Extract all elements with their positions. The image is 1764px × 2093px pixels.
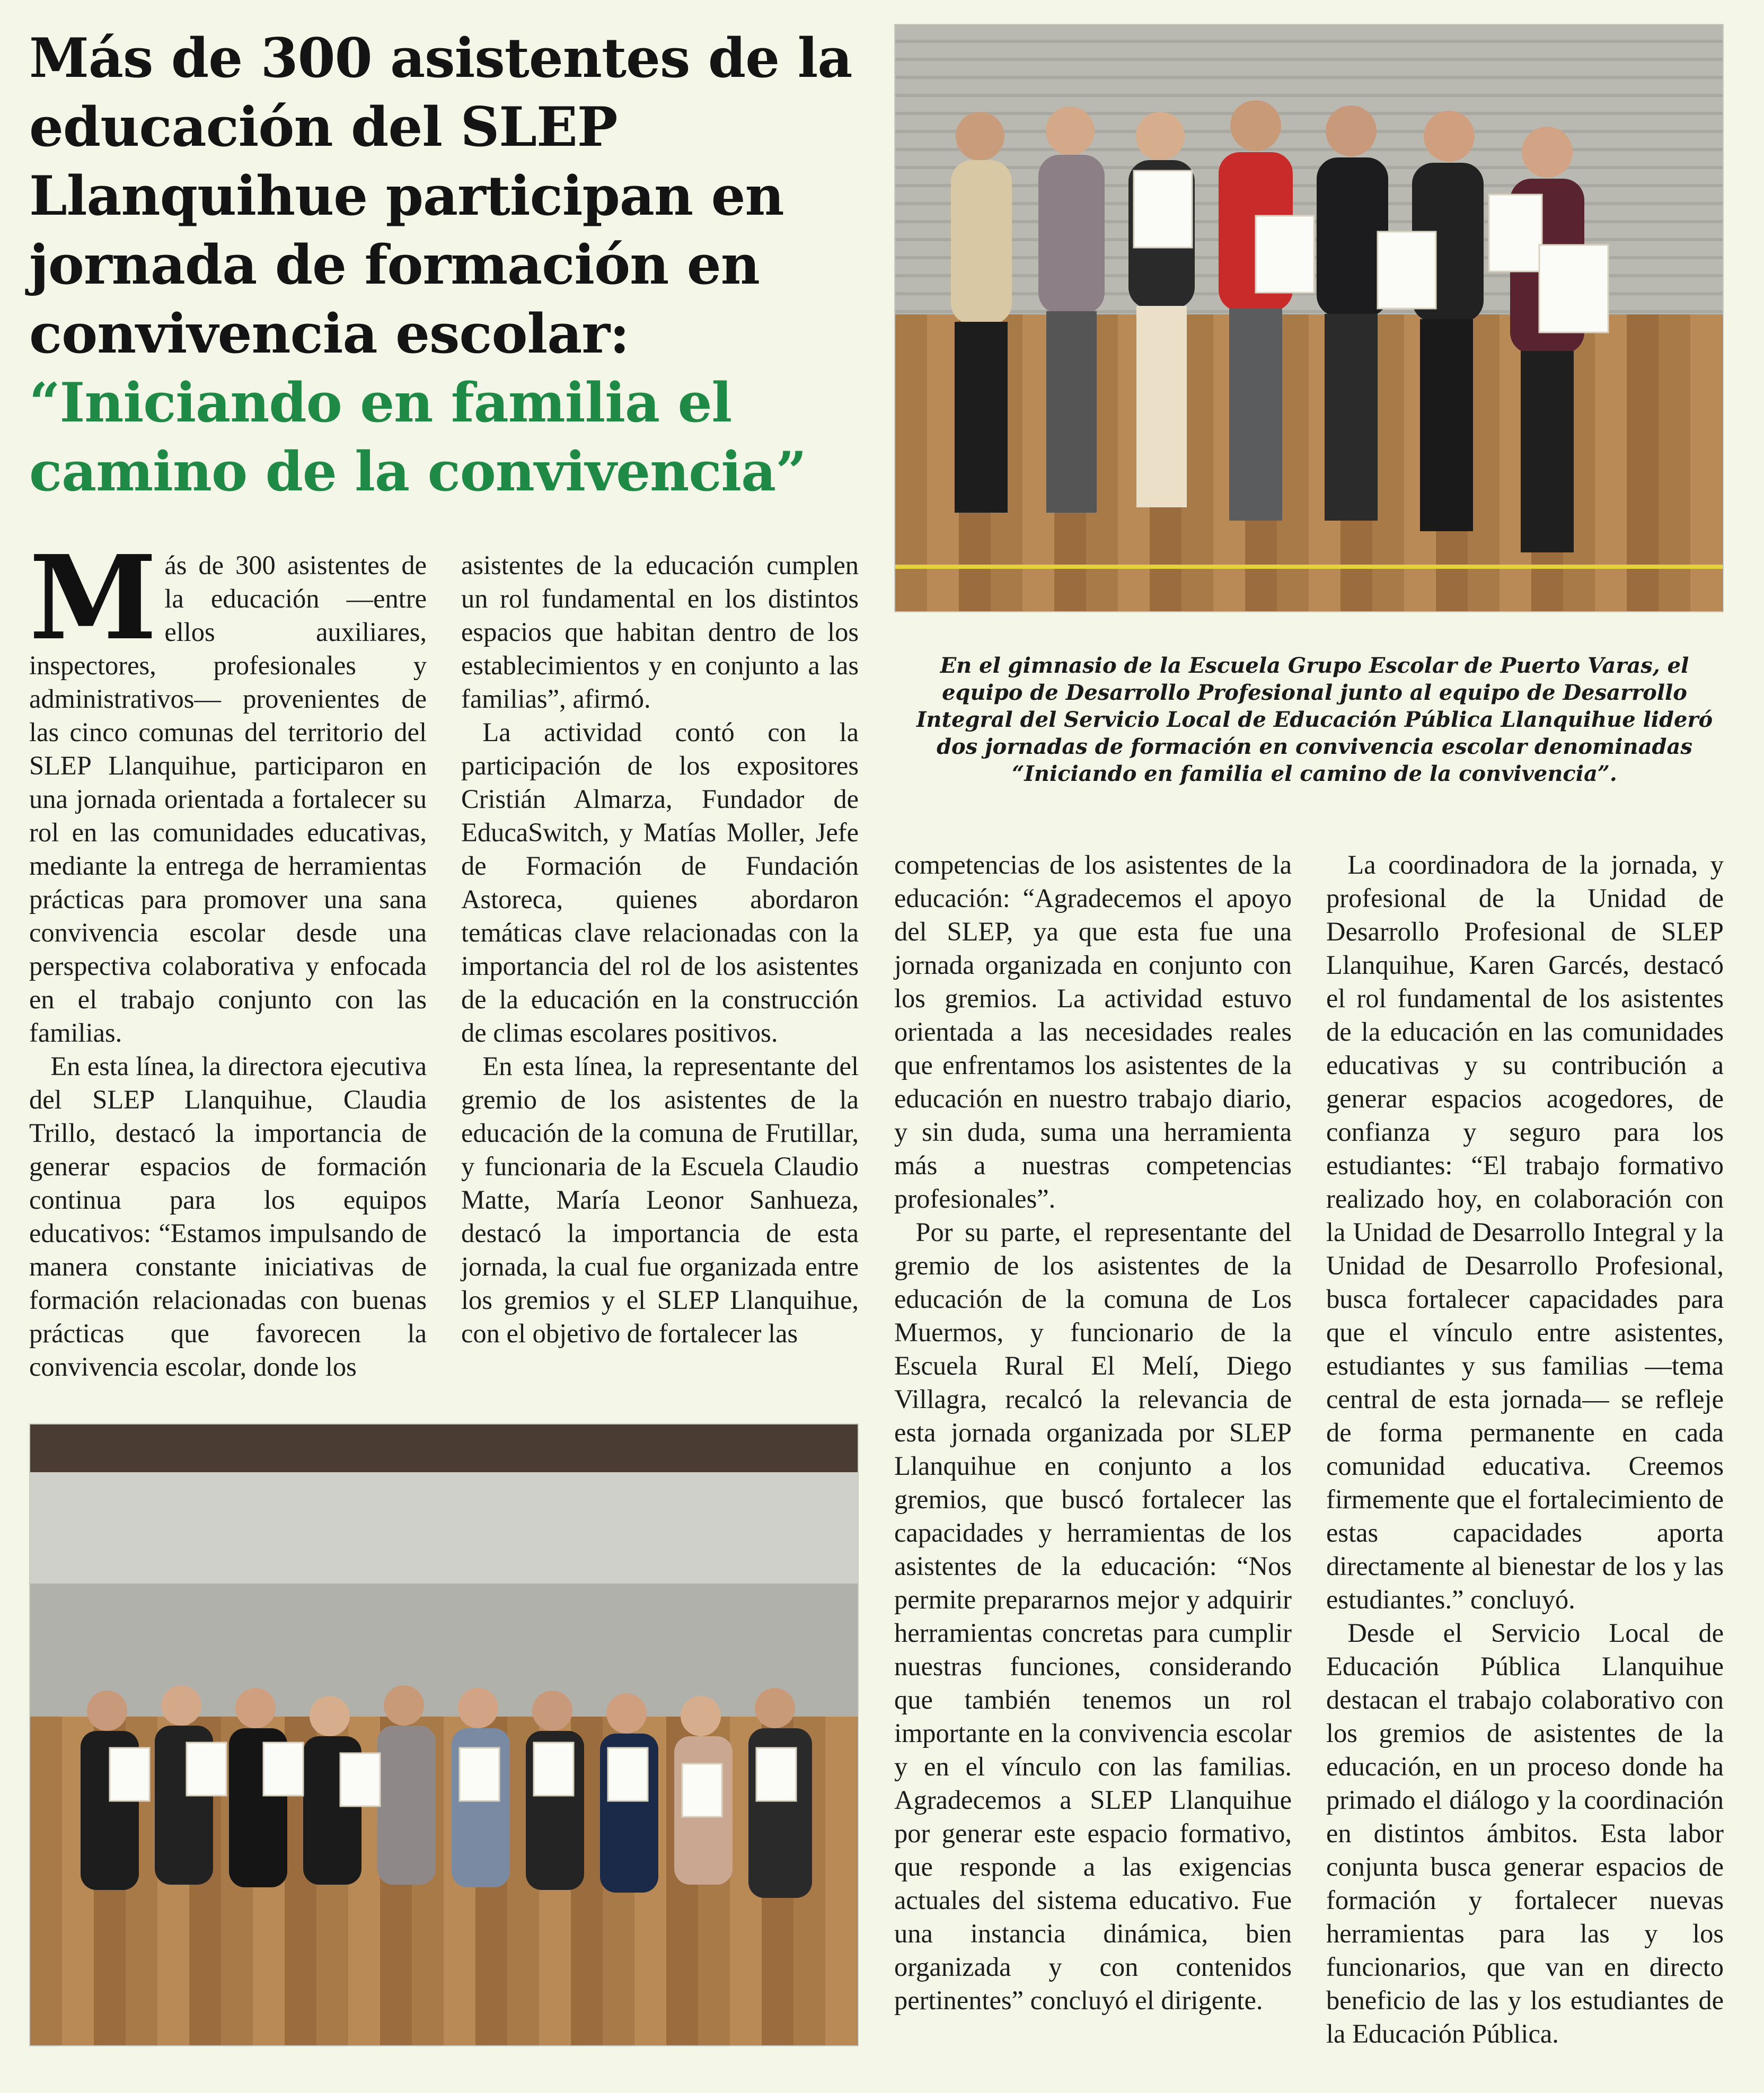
photo-bottom [29,1423,859,2046]
drop-cap: M [29,530,157,666]
paragraph: asistentes de la educación cumplen un rol fundamental en los distintos espacios que habitan dentro de los establecimientos y en conjunto a las familias”, afirmó. [461,550,859,714]
headline-main: Más de 300 asistentes de la educación del SLEP Llanquihue participan en jornada de formación en convivencia escolar: [29,27,852,366]
paragraph: En esta línea, la representante del gremio de los asistentes de la educación de la comuna de Frutillar, y funcionaria de la Escuela Claudio Matte, María Leonor Sanhueza, destacó la importancia de esta jornada, la cual fue organizada entre los gremios y el SLEP Llanquihue, con el objetivo de fortalecer las [461,1051,859,1348]
paragraph: Por su parte, el representante del gremio de los asistentes de la educación de la comuna de Los Muermos, y funcionario de la Escuela Rural El Melí, Diego Villagra, recalcó la relevancia de esta jornada organizada por SLEP Llanquihue en conjunto a los gremios, que buscó fortalecer las capacidades y herramientas de los asistentes de la educación: “Nos permite prepararnos mejor y adquirir herramientas concretas para cumplir nuestras funciones, considerando que también tenemos un rol importante en la convivencia escolar y en el vínculo con las familias. Agradecemos a SLEP Llanquihue por generar este espacio formativo, que responde a las exigencias actuales del sistema educativo. Fue una instancia dinámica, bien organizada y con contenidos pertinentes” concluyó el dirigente. [894,1217,1292,2015]
group-photo-seven-people-with-certificates-icon [895,25,1723,611]
headline-subtitle: “Iniciando en familia el camino de la convivencia” [29,371,806,504]
paragraph: ás de 300 asistentes de la educación —entre ellos auxiliares, inspectores, profesionales y administrativos— provenientes de las cinco comunas del territorio del SLEP Llanquihue, participaron en una jornada orientada a fortalecer su rol en las comunidades educativas, mediante la entrega de herramientas prácticas para promover una sana convivencia escolar desde una perspectiva colaborativa y enfocada en el trabajo conjunto con las familias. [29,550,427,1048]
paragraph: En esta línea, la directora ejecutiva del SLEP Llanquihue, Claudia Trillo, destacó la importancia de generar espacios de formación continua para los equipos educativos: “Estamos impulsando de manera constante iniciativas de formación relacionadas con buenas prácticas que favorecen la convivencia escolar, donde los [29,1051,427,1382]
photo-caption: En el gimnasio de la Escuela Grupo Escolar de Puerto Varas, el equipo de Desarrollo Profesional junto al equipo de Desarrollo Integral del Servicio Local de Educación Pública Llanquihue lideró dos jornadas de formación en convivencia escolar denominadas “Iniciando en familia el camino de la convivencia”. [916,653,1713,786]
paragraph: competencias de los asistentes de la educación: “Agradecemos el apoyo del SLEP, ya que esta fue una jornada organizada en conjunto con los gremios. La actividad estuvo orientada a las necesidades reales que enfrentamos los asistentes de la educación en nuestro trabajo diario, y sin duda, suma una herramienta más a nuestras competencias profesionales”. [894,850,1292,1213]
paragraph: Desde el Servicio Local de Educación Pública Llanquihue destacan el trabajo colaborativo con los gremios de asistentes de la educación, en un proceso donde ha primado el diálogo y la coordinación en distintos ámbitos. Esta labor conjunta busca generar espacios de formación y fortalecer nuevas herramientas para las y los funcionarios, que van en directo beneficio de las y los estudiantes de la Educación Pública. [1326,1618,1724,2048]
photo-top [894,24,1724,612]
article-headline [29,24,872,506]
article-column-2 [461,549,859,1350]
paragraph: La actividad contó con la participación de los expositores Cristián Almarza, Fundador de EducaSwitch, y Matías Moller, Jefe de Formación de Fundación Astoreca, quienes abordaron temáticas clave relacionadas con la importancia del rol de los asistentes de la educación en la construcción de climas escolares positivos. [461,717,859,1048]
article-column-4 [1326,848,1724,2051]
group-photo-women-with-certificates-icon [30,1424,858,2045]
paragraph: La coordinadora de la jornada, y profesional de la Unidad de Desarrollo Profesional de SLEP Llanquihue, Karen Garcés, destacó el rol fundamental de los asistentes de la educación en las comunidades educativas y su contribución a generar espacios acogedores, de confianza y seguro para los estudiantes: “El trabajo formativo realizado hoy, en colaboración con la Unidad de Desarrollo Integral y la Unidad de Desarrollo Profesional, busca fortalecer capacidades para que el vínculo entre asistentes, estudiantes y sus familias —tema central de esta jornada— se refleje de forma permanente en cada comunidad educativa. Creemos firmemente que el fortalecimiento de estas capacidades aporta directamente al bienestar de los y las estudiantes.” concluyó. [1326,850,1724,1614]
article-column-3 [894,848,1292,2017]
article-column-1 [29,530,427,1384]
